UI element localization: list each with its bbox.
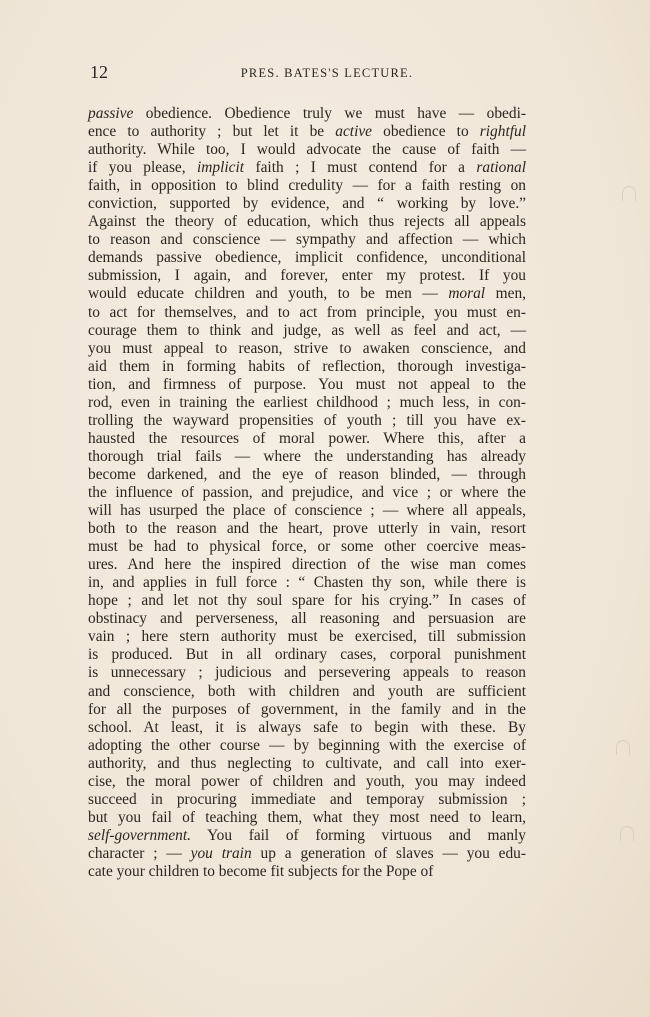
page-number: 12 <box>90 62 108 82</box>
text-line: ence to authority ; but let it be active obedience to rightful <box>88 123 526 141</box>
text-line: must be had to physical force, or some other coercive meas- <box>88 538 526 556</box>
text-line: thorough trial fails — where the understanding has already <box>88 447 526 465</box>
text-line: adopting the other course — by beginning with the exercise of <box>88 736 526 754</box>
text-line: faith, in opposition to blind credulity — for a faith resting on <box>88 177 526 195</box>
text-line: succeed in procuring immediate and temporay submission ; <box>88 790 526 808</box>
running-head: PRES. BATES'S LECTURE. <box>240 66 414 80</box>
text-line: would educate children and youth, to be men — moral men, <box>88 285 526 303</box>
text-line: conviction, supported by evidence, and “ working by love.” <box>88 195 526 213</box>
text-line: is unnecessary ; judicious and persevering appeals to reason <box>88 664 526 682</box>
text-line: hausted the resources of moral power. Where this, after a <box>88 429 526 447</box>
text-line: become darkened, and the eye of reason blinded, — through <box>88 465 526 483</box>
text-line: and conscience, both with children and youth are sufficient <box>88 682 526 700</box>
text-line: self-government. You fail of forming virtuous and manly <box>88 826 526 844</box>
margin-stain-mark <box>620 826 634 841</box>
text-line: Against the theory of education, which thus rejects all appeals <box>88 213 526 231</box>
text-line: for all the purposes of government, in the family and in the <box>88 700 526 718</box>
text-line: rod, even in training the earliest childhood ; much less, in con- <box>88 393 526 411</box>
text-line: cate your children to become fit subjects for the Pope of <box>88 862 434 880</box>
text-line: character ; — you train up a generation of slaves — you edu- <box>88 844 526 862</box>
text-line: but you fail of teaching them, what they most need to learn, <box>88 808 526 826</box>
text-line: will has usurped the place of conscience ; — where all appeals, <box>88 502 526 520</box>
text-line: in, and applies in full force : “ Chasten thy son, while there is <box>88 574 526 592</box>
text-line: hope ; and let not thy soul spare for his crying.” In cases of <box>88 592 526 610</box>
text-line: you must appeal to reason, strive to awaken conscience, and <box>88 339 526 357</box>
margin-stain-mark <box>616 740 630 755</box>
text-line: the influence of passion, and prejudice, and vice ; or where the <box>88 483 526 501</box>
margin-stain-mark <box>622 186 636 201</box>
text-line: vain ; here stern authority must be exercised, till submission <box>88 628 526 646</box>
text-line: to act for themselves, and to act from principle, you must en- <box>88 303 526 321</box>
text-line: tion, and firmness of purpose. You must not appeal to the <box>88 375 526 393</box>
text-line: school. At least, it is always safe to begin with these. By <box>88 718 526 736</box>
page-header <box>88 62 526 86</box>
text-line: passive obedience. Obedience truly we must have — obedi- <box>88 105 526 122</box>
text-line: authority, and thus neglecting to cultivate, and call into exer- <box>88 754 526 772</box>
body-text <box>88 105 526 881</box>
text-line: both to the reason and the heart, prove utterly in vain, resort <box>88 520 526 538</box>
text-line: aid them in forming habits of reflection, thorough investiga- <box>88 357 526 375</box>
text-line: obstinacy and perverseness, all reasoning and persuasion are <box>88 610 526 628</box>
text-line: ures. And here the inspired direction of the wise man comes <box>88 556 526 574</box>
text-line: is produced. But in all ordinary cases, corporal punishment <box>88 646 526 664</box>
text-line: courage them to think and judge, as well as feel and act, — <box>88 321 526 339</box>
text-line: authority. While too, I would advocate the cause of faith — <box>88 141 526 159</box>
text-line: if you please, implicit faith ; I must contend for a rational <box>88 159 526 177</box>
text-line: demands passive obedience, implicit confidence, unconditional <box>88 249 526 267</box>
text-line: to reason and conscience — sympathy and affection — which <box>88 231 526 249</box>
text-line: cise, the moral power of children and youth, you may indeed <box>88 772 526 790</box>
text-line: submission, I again, and forever, enter my protest. If you <box>88 267 526 285</box>
text-line: trolling the wayward propensities of youth ; till you have ex- <box>88 411 526 429</box>
